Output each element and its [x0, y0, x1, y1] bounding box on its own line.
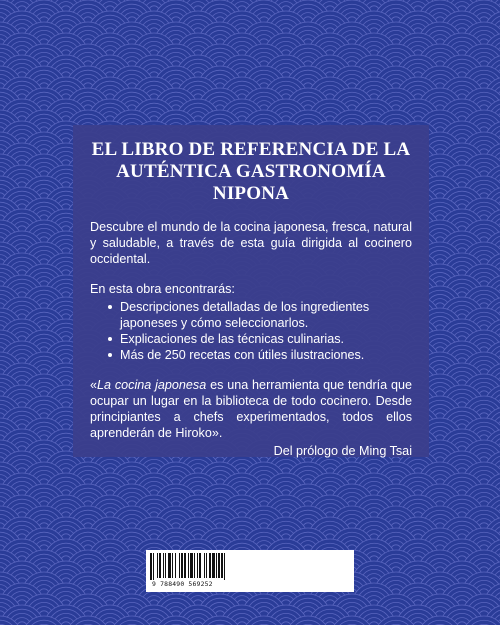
quote-open-mark: « — [90, 378, 98, 392]
feature-item: Descripciones detalladas de los ingredientes japoneses y cómo seleccionarlos. — [108, 299, 412, 331]
quote-text: es una herramienta que tendría que ocupar un lugar en la biblioteca de todo cocinero. Desde principiantes a chefs experimentados, todos ellos aprenderán de Hiroko». — [90, 378, 413, 440]
foreword-quote — [90, 377, 412, 441]
heading-line-1: EL LIBRO DE REFERENCIA DE LA — [91, 139, 411, 160]
intro-paragraph: Descubre el mundo de la cocina japonesa, fresca, natural y saludable, a través de esta guía dirigida al cocinero occidental. — [90, 220, 412, 266]
isbn-number: 9 788490 569252 — [152, 580, 213, 588]
quote-attribution: Del prólogo de Ming Tsai — [273, 444, 412, 458]
features-intro: En esta obra encontrarás: — [90, 282, 235, 296]
quote-book-title: La cocina japonesa — [97, 378, 207, 392]
heading-line-2: AUTÉNTICA GASTRONOMÍA NIPONA — [116, 161, 386, 204]
barcode — [150, 553, 254, 580]
publisher-logo — [266, 573, 322, 583]
feature-item: Explicaciones de las técnicas culinarias. — [108, 331, 412, 347]
features-list — [90, 299, 412, 363]
publisher-divider — [264, 567, 354, 568]
brand-bold: RBA — [266, 573, 287, 583]
feature-item: Más de 250 recetas con útiles ilustraciones. — [108, 347, 412, 363]
publisher-website: www.rbalibros.com — [266, 554, 329, 563]
cover-heading — [90, 139, 412, 205]
blurb-content — [90, 139, 412, 459]
brand-light: LIBROS — [286, 573, 323, 583]
